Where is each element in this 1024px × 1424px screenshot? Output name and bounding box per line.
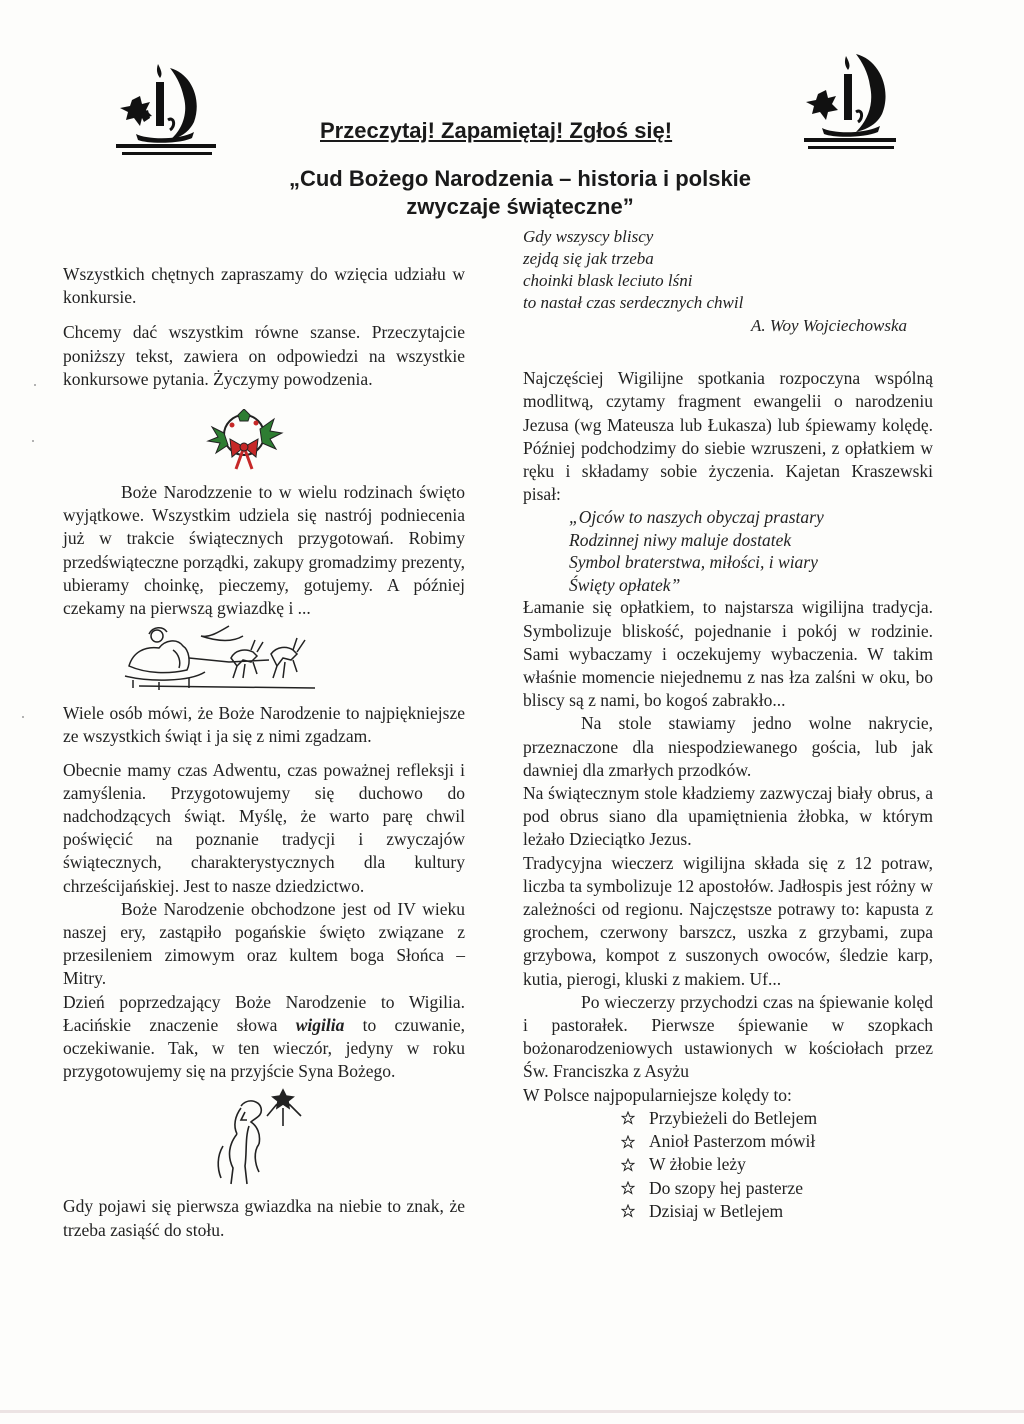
poem-line: zejdą się jak trzeba [523, 249, 654, 268]
main-title-line: zwyczaje świąteczne” [406, 194, 634, 219]
paragraph: W Polsce najpopularniejsze kolędy to: [523, 1084, 792, 1105]
star-icon [621, 1204, 635, 1218]
carol-title: Anioł Pasterzom mówił [649, 1131, 816, 1152]
poem-line: Gdy wszyscy bliscy [523, 227, 654, 246]
carol-title: Do szopy hej pasterze [649, 1177, 804, 1198]
paragraph: Na świątecznym stole kładziemy zazwyczaj biały obrus, a pod obrus siano dla upamiętnienia żłobka, w którym leżało Dzieciątko Jezus. [523, 783, 933, 850]
star-icon [621, 1181, 635, 1195]
poem-line: choinki blask leciuto lśni [523, 271, 693, 290]
poem-author: A. Woy Wojciechowska [751, 316, 907, 335]
quote-line: Święty opłatek” [569, 574, 681, 595]
paragraph: Obecnie mamy czas Adwentu, czas poważnej refleksji i zamyślenia. Przygotowujemy się duchowo do nadchodzących świąt. Myślę, że warto parę chwil poświęcić na poznanie tradycji i zwyczajów świątecznych, charakterystycznych dla kultury chrześcijańskiej. Jest to nasze dziedzictwo. [63, 759, 465, 896]
list-item [621, 1177, 933, 1200]
paragraph: Tradycyjna wieczerz wigilijna składa się z 12 potraw, liczba ta symbolizuje 12 apostołów. Jadłospis jest różny w zależności od regionu. Najczęstsze potrawy to: kapusta z grochem, czerwony barszcz, uszka z grzybami, zupa grzybowa, kompot z suszonych owoców, śledzie karp, kutia, pierogi, kluski z makiem. Uf... [523, 852, 933, 989]
list-item [621, 1200, 933, 1223]
quote [523, 506, 933, 596]
header-title: Przeczytaj! Zapamiętaj! Zgłoś się! [320, 118, 673, 143]
paragraph: Wiele osób mówi, że Boże Narodzenie to najpiękniejsze ze wszystkich świąt i ja się z nimi zgadzam. [63, 703, 465, 747]
right-column [523, 226, 933, 1223]
star-icon [621, 1111, 635, 1125]
christmas-wreath-icon [204, 409, 284, 471]
poem-line: to nastał czas serdecznych chwil [523, 293, 744, 312]
candle-logo-icon [108, 60, 218, 160]
list-item [621, 1153, 933, 1176]
paragraph: Najczęściej Wigilijne spotkania rozpoczyna wspólną modlitwą, czytamy fragment ewangelii o narodzeniu Jezusa (wg Mateusza lub Łukasza) lub śpiewamy kolędę. Później podchodzimy do siebie wzruszeni, z opłatkiem w ręku i składamy sobie życzenia. Kajetan Kraszewski pisał: [523, 368, 933, 505]
paragraph: Po wieczerzy przychodzi czas na śpiewanie kolęd i pastorałek. Pierwsze śpiewanie w szopkach bożonarodzeniowych ustawionych w kościołach przez Św. Franciszka z Asyżu [523, 991, 933, 1082]
quote-line: Rodzinnej niwy maluje dostatek [569, 529, 792, 550]
santa-sleigh-icon [119, 622, 319, 694]
scan-speck [22, 716, 24, 718]
poem [523, 226, 933, 314]
carol-title: Dzisiaj w Betlejem [649, 1200, 784, 1221]
scan-edge [0, 1410, 1024, 1413]
paragraph: Na stole stawiamy jedno wolne nakrycie, przeznaczone dla niespodziewanego gościa, lub jak dawniej dla zmarłych przodków. [523, 713, 933, 780]
quote-line: Symbol braterstwa, miłości, i wiary [569, 552, 818, 573]
paragraph: Boże Narodzzenie to w wielu rodzinach święto wyjątkowe. Wszystkim udziela się nastrój podniecenia już w trakcie świątecznych przygotowań. Robimy przedświąteczne porządki, zakupy gromadzimy prezenty, ubieramy choinkę, pieczemy, gotujemy. A później czekamy na pierwszą gwiazdkę i ... [63, 482, 465, 619]
star-icon [621, 1158, 635, 1172]
three-kings-star-icon [211, 1086, 311, 1190]
paragraph: Łamanie się opłatkiem, to najstarsza wigilijna tradycja. Symbolizuje bliskość, pojednanie i pokój w rodzinie. Sami wybaczamy i oczekujemy wybaczenia. W takim właśnie momencie niejednemu z nas łza zalśni w oku, bo bliscy są z nami, bo kogoś zabrakło... [523, 597, 933, 711]
quote-line: „Ojców to naszych obyczaj prastary [569, 507, 824, 528]
paragraph: Gdy pojawi się pierwsza gwiazdka na niebie to znak, że trzeba zasiąść do stołu. [63, 1196, 465, 1240]
carol-title: W żłobie leży [649, 1154, 746, 1175]
paragraph: Boże Narodzenie obchodzone jest od IV wieku naszej ery, zastąpiło pogańskie święto związane z przesileniem zimowym oraz kultem boga Słońca – Mitry. [63, 898, 465, 989]
main-title [240, 165, 800, 221]
paragraph: Chcemy dać wszystkim równe szanse. Przeczytajcie poniższy tekst, zawiera on odpowiedzi na wszystkie konkursowe pytania. Życzymy powodzenia. [63, 322, 465, 389]
list-item [621, 1130, 933, 1153]
scan-speck [34, 384, 36, 386]
left-column [63, 263, 465, 1242]
carol-title: Przybieżeli do Betlejem [649, 1107, 818, 1128]
list-item [621, 1107, 933, 1130]
main-title-line: „Cud Bożego Narodzenia – historia i polskie [288, 166, 752, 191]
star-icon [621, 1135, 635, 1149]
scan-speck [32, 440, 34, 442]
candle-logo-icon [800, 44, 900, 154]
paragraph: Wszystkich chętnych zapraszamy do wzięcia udziału w konkursie. [63, 264, 465, 308]
paragraph: Dzień poprzedzający Boże Narodzenie to Wigilia. Łacińskie znaczenie słowa wigilia to czuwanie, oczekiwanie. Tak, w ten wieczór, jedyny w roku przygotowujemy się na przyjście Syna Bożego. [63, 991, 465, 1082]
carol-list [523, 1107, 933, 1223]
